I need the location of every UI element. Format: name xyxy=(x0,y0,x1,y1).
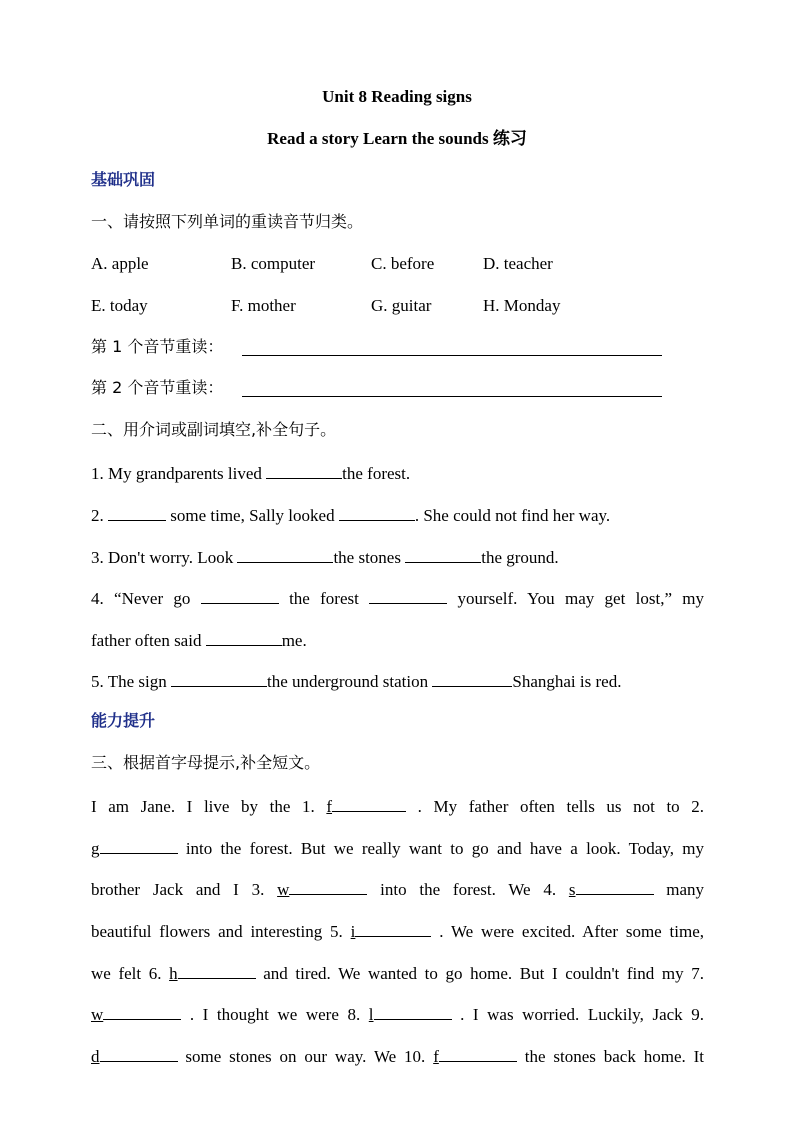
blank[interactable] xyxy=(576,878,654,895)
option-c: C. before xyxy=(371,254,435,273)
document-subtitle: Read a story Learn the sounds 练习 xyxy=(267,129,527,148)
question-1-instruction: 一、请按照下列单词的重读音节归类。 xyxy=(91,212,364,231)
sentence-3: 3. Don't worry. Look the stones the ground. xyxy=(91,548,559,567)
blank[interactable] xyxy=(178,962,256,979)
passage-line-2: g into the forest. But we really want to go and have a look. Today, my xyxy=(91,839,705,858)
document-title: Unit 8 Reading signs xyxy=(322,87,472,106)
blank[interactable] xyxy=(439,1045,517,1062)
blank[interactable] xyxy=(369,587,447,604)
blank[interactable] xyxy=(405,546,481,563)
blank[interactable] xyxy=(266,462,342,479)
sentence-1: 1. My grandparents lived the forest. xyxy=(91,464,411,483)
blank[interactable] xyxy=(374,1003,452,1020)
blank[interactable] xyxy=(206,629,282,646)
blank[interactable] xyxy=(237,546,333,563)
option-h: H. Monday xyxy=(483,296,561,315)
question-2-instruction: 二、用介词或副词填空,补全句子。 xyxy=(91,420,337,439)
option-b: B. computer xyxy=(231,254,316,273)
passage-line-1: I am Jane. I live by the 1. f . My father often tells us not to 2. xyxy=(91,797,705,816)
blank[interactable] xyxy=(103,1003,181,1020)
option-e: E. today xyxy=(91,296,148,315)
answer-line-syllable-1[interactable] xyxy=(242,355,662,356)
passage-line-6: w . I thought we were 8. l . I was worried. Luckily, Jack 9. xyxy=(91,1005,704,1024)
option-g: G. guitar xyxy=(371,296,432,315)
option-f: F. mother xyxy=(231,296,296,315)
sentence-4-line-2: father often said me. xyxy=(91,631,307,650)
answer-label-syllable-2: 第 2 个音节重读： xyxy=(91,378,224,397)
blank[interactable] xyxy=(100,837,178,854)
sentence-2: 2. some time, Sally looked . She could not find her way. xyxy=(91,506,611,525)
passage-line-4: beautiful flowers and interesting 5. i . We were excited. After some time, xyxy=(91,922,705,941)
blank[interactable] xyxy=(171,670,267,687)
option-d: D. teacher xyxy=(483,254,553,273)
blank[interactable] xyxy=(108,504,166,521)
answer-line-syllable-2[interactable] xyxy=(242,396,662,397)
sentence-5: 5. The sign the underground station Shanghai is red. xyxy=(91,672,622,691)
blank[interactable] xyxy=(355,920,431,937)
blank[interactable] xyxy=(100,1045,178,1062)
sentence-4-line-1: 4. “Never go the forest yourself. You may get lost,” my xyxy=(91,589,705,608)
blank[interactable] xyxy=(201,587,279,604)
section-heading-basic: 基础巩固 xyxy=(91,170,156,189)
answer-label-syllable-1: 第 1 个音节重读： xyxy=(91,337,224,356)
passage-line-3: brother Jack and I 3. w into the forest. We 4. s many xyxy=(91,880,705,899)
option-a: A. apple xyxy=(91,254,149,273)
blank[interactable] xyxy=(332,795,406,812)
blank[interactable] xyxy=(339,504,415,521)
passage-line-5: we felt 6. h and tired. We wanted to go home. But I couldn't find my 7. xyxy=(91,964,704,983)
blank[interactable] xyxy=(432,670,512,687)
passage-line-7: d some stones on our way. We 10. f the stones back home. It xyxy=(91,1047,704,1066)
question-3-instruction: 三、根据首字母提示,补全短文。 xyxy=(91,753,321,772)
section-heading-advanced: 能力提升 xyxy=(91,711,156,730)
blank[interactable] xyxy=(289,878,367,895)
